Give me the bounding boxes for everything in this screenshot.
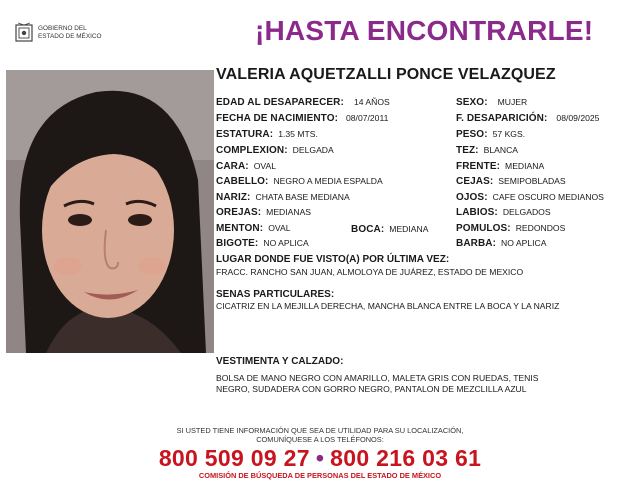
field-label: F. DESAPARICIÓN:: [456, 113, 548, 124]
field-value: NEGRO A MEDIA ESPALDA: [273, 176, 383, 186]
field-value: MEDIANA: [505, 161, 545, 171]
logo-text: [38, 25, 101, 41]
particular-marks-title: SENAS PARTICULARES:: [216, 289, 335, 300]
logo-line-1: GOBIERNO DEL: [38, 25, 87, 32]
field-label: OREJAS:: [216, 207, 262, 218]
field-value: 14 AÑOS: [353, 97, 390, 107]
field-lips: [456, 207, 551, 218]
field-beard: [456, 238, 546, 249]
coat-of-arms-icon: [14, 22, 34, 44]
phone-separator: •: [315, 445, 325, 471]
field-value: OVAL: [268, 223, 291, 233]
field-nose: [216, 192, 350, 203]
field-eyebrows: [456, 176, 566, 187]
contact-info-line-1: SI USTED TIENE INFORMACIÓN QUE SEA DE UTILIDAD PARA SU LOCALIZACIÓN,: [176, 426, 464, 435]
field-label: LABIOS:: [456, 207, 498, 218]
field-label: NARIZ:: [216, 192, 251, 203]
field-label: BARBA:: [456, 238, 497, 249]
field-ears: [216, 207, 311, 218]
logo-line-2: ESTADO DE MÉXICO: [38, 33, 102, 40]
field-value: CHATA BASE MEDIANA: [255, 192, 350, 202]
field-value: NO APLICA: [263, 238, 309, 248]
field-label: SEXO:: [456, 97, 488, 108]
field-label: TEZ:: [456, 145, 479, 156]
field-value: DELGADA: [292, 145, 334, 155]
clothing-text: [216, 373, 596, 395]
person-name: VALERIA AQUETZALLI PONCE VELAZQUEZ: [216, 66, 556, 83]
field-value: 1.35 MTS.: [278, 129, 318, 139]
field-label: BIGOTE:: [216, 238, 259, 249]
headline: ¡HASTA ENCONTRARLE!: [255, 15, 594, 46]
field-value: MUJER: [497, 97, 528, 107]
field-label: ESTATURA:: [216, 129, 274, 140]
field-value: DELGADOS: [502, 207, 551, 217]
field-value: 08/09/2025: [556, 113, 600, 123]
field-sex: [456, 97, 527, 108]
field-mouth: [351, 224, 428, 235]
field-eyes: [456, 192, 604, 203]
field-label: CARA:: [216, 161, 249, 172]
field-label: POMULOS:: [456, 223, 511, 234]
phone-number-1[interactable]: 800 509 09 27: [158, 445, 310, 471]
field-label: FECHA DE NACIMIENTO:: [216, 113, 338, 124]
field-forehead: [456, 161, 544, 172]
field-age: [216, 97, 390, 108]
field-value: BLANCA: [483, 145, 519, 155]
field-value: OVAL: [253, 161, 277, 171]
field-value: CAFE OSCURO MEDIANOS: [492, 192, 604, 202]
field-hair: [216, 176, 383, 187]
field-label: BOCA:: [351, 224, 385, 235]
field-value: NO APLICA: [501, 238, 547, 248]
field-mustache: [216, 238, 309, 249]
particular-marks-text: CICATRIZ EN LA MEJILLA DERECHA, MANCHA BLANCA ENTRE LA BOCA Y LA NARIZ: [216, 301, 560, 311]
field-label: FRENTE:: [456, 161, 501, 172]
field-value: REDONDOS: [515, 223, 566, 233]
field-value: MEDIANAS: [266, 207, 312, 217]
field-chin: [216, 223, 290, 234]
field-complexion: [456, 145, 518, 156]
phone-numbers: [0, 445, 640, 472]
field-value: 57 KGS.: [492, 129, 526, 139]
field-value: 08/07/2011: [346, 113, 389, 123]
field-weight: [456, 129, 525, 140]
field-label: CABELLO:: [216, 176, 269, 187]
field-disappearance-date: [456, 113, 599, 124]
field-label: CEJAS:: [456, 176, 494, 187]
field-build: [216, 145, 334, 156]
field-label: MENTON:: [216, 223, 264, 234]
field-birth-date: [216, 113, 388, 124]
field-label: OJOS:: [456, 192, 488, 203]
missing-person-photo: [6, 70, 214, 353]
field-label: EDAD AL DESAPARECER:: [216, 97, 344, 108]
field-value: SEMIPOBLADAS: [498, 176, 566, 186]
contact-info-line-2: COMUNÍQUESE A LOS TELÉFONOS:: [256, 435, 384, 444]
phone-number-2[interactable]: 800 216 03 61: [330, 445, 482, 471]
clothing-title: VESTIMENTA Y CALZADO:: [216, 356, 344, 367]
field-cheekbones: [456, 223, 565, 234]
field-label: PESO:: [456, 129, 488, 140]
last-seen-text: FRACC. RANCHO SAN JUAN, ALMOLOYA DE JUÁREZ, ESTADO DE MEXICO: [216, 267, 524, 277]
state-government-logo: [14, 22, 124, 48]
field-value: MEDIANA: [389, 224, 429, 234]
clothing-line-2: NEGRO, SUDADERA CON GORRO NEGRO, PANTALON DE MEZCLILLA AZUL: [216, 384, 527, 394]
last-seen-title: LUGAR DONDE FUE VISTO(A) POR ÚLTIMA VEZ:: [216, 254, 450, 265]
field-face: [216, 161, 276, 172]
field-height: [216, 129, 318, 140]
field-label: COMPLEXION:: [216, 145, 288, 156]
clothing-line-1: BOLSA DE MANO NEGRO CON AMARILLO, MALETA GRIS CON RUEDAS, TENIS: [216, 373, 539, 383]
commission-name: COMISIÓN DE BÚSQUEDA DE PERSONAS DEL ESTADO DE MÉXICO: [198, 471, 442, 480]
